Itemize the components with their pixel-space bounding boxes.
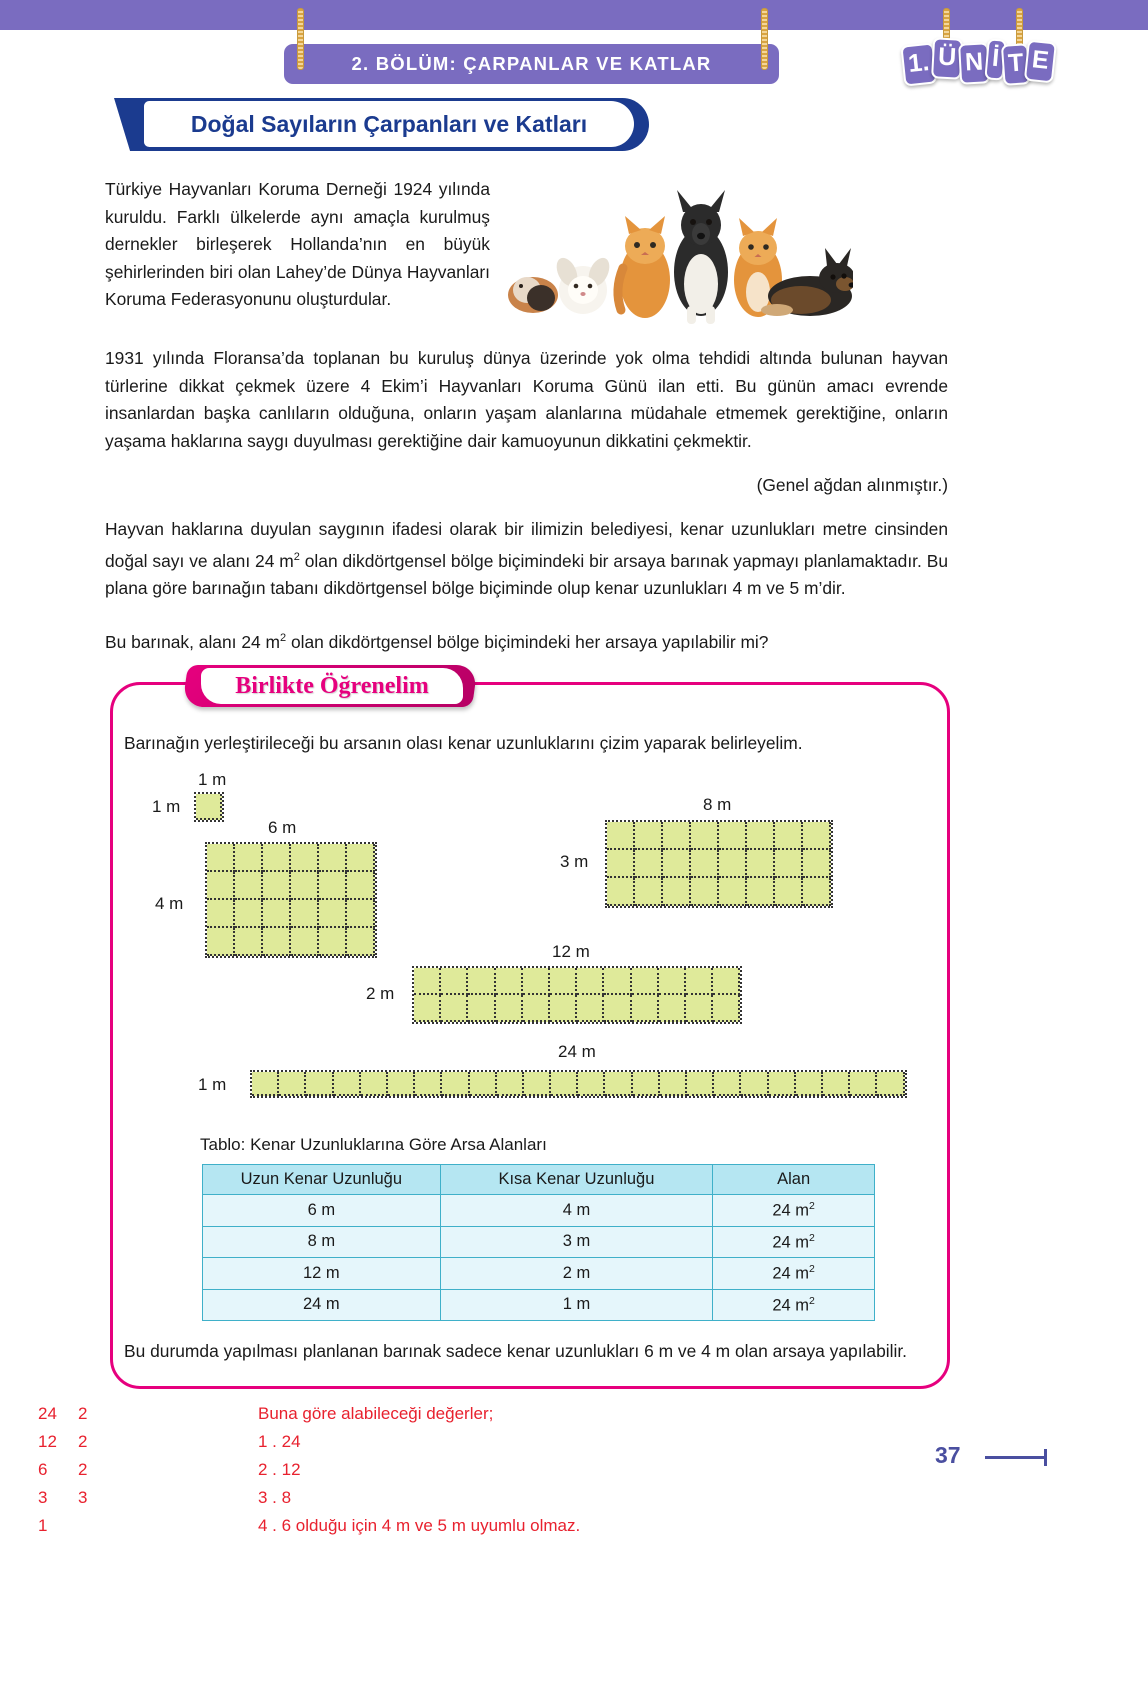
grid-cell bbox=[441, 995, 468, 1022]
grid-cell bbox=[877, 1072, 904, 1096]
grid-cell bbox=[334, 1072, 361, 1096]
area-value: 24 m bbox=[772, 1233, 810, 1251]
paragraph-history: 1931 yılında Floransa’da toplanan bu kuruluş dünya üzerinde yok olma tehdidi altında bulunan hayvan türlerine dikkat çekmek üzere 4 Ekim’i Hayvanları Koruma Günü ilan etti. Bu günün amacı evrende insanlardan başka canlıların olduğuna, onların yaşam alanlarına müdahale etmemek gerektiğine, onların yaşama haklarına saygı duyulması gerektiğine dair kamuoyunun dikkatini çekmektir. bbox=[105, 348, 948, 451]
paragraph-intro: Türkiye Hayvanları Koruma Derneği 1924 yılında kuruldu. Farklı ülkelerde aynı amaçla kurulmuş dernekler birleşerek Hollanda’nın en büyük şehirlerinden biri olan Lahey’de Dünya Hayvanları Koruma Federasyonunu oluşturdular. bbox=[105, 179, 490, 309]
figure-top-label: 12 m bbox=[552, 942, 590, 961]
grid-cell bbox=[635, 850, 663, 878]
grid-cell bbox=[719, 850, 747, 878]
grid-cell bbox=[415, 1072, 442, 1096]
grid-cell bbox=[497, 1072, 524, 1096]
table-cell-long: 12 m bbox=[203, 1258, 441, 1290]
table-row bbox=[203, 1258, 875, 1290]
grid-cell bbox=[578, 1072, 605, 1096]
page-title: Doğal Sayıların Çarpanları ve Katları bbox=[190, 110, 588, 137]
table-cell-area bbox=[713, 1195, 875, 1227]
animals-illustration bbox=[505, 172, 853, 327]
factor-tree-number: 3 bbox=[38, 1488, 48, 1507]
figure-left-label: 1 m bbox=[152, 797, 181, 816]
factor-tree-divisor: 3 bbox=[78, 1488, 88, 1507]
grid-1x1 bbox=[196, 794, 222, 820]
table-cell-area bbox=[713, 1289, 875, 1321]
grid-cell bbox=[496, 995, 523, 1022]
figure-top-label: 1 m bbox=[198, 770, 227, 789]
factor-tree-divisor: 2 bbox=[78, 1432, 88, 1451]
grid-cell bbox=[196, 794, 222, 820]
area-superscript: 2 bbox=[809, 1294, 815, 1307]
grid-cell bbox=[361, 1072, 388, 1096]
grid-cell bbox=[719, 878, 747, 906]
grid-cell bbox=[207, 928, 235, 956]
table-cell-long: 24 m bbox=[203, 1289, 441, 1321]
animals-photo bbox=[505, 172, 853, 327]
table-cell-short: 2 m bbox=[440, 1258, 713, 1290]
grid-cell bbox=[263, 928, 291, 956]
arsa-areas-table bbox=[202, 1164, 875, 1321]
learn-panel-intro: Barınağın yerleştirileceği bu arsanın olası kenar uzunluklarını çizim yaparak belirleyelim. bbox=[124, 733, 803, 753]
grid-cell bbox=[747, 850, 775, 878]
grid-cell bbox=[663, 822, 691, 850]
grid-cell bbox=[633, 1072, 660, 1096]
grid-cell bbox=[604, 995, 631, 1022]
grid-cell bbox=[550, 968, 577, 995]
table-header-cell: Uzun Kenar Uzunluğu bbox=[203, 1165, 441, 1195]
grid-cell bbox=[803, 878, 831, 906]
grid-cell bbox=[632, 968, 659, 995]
table-header-row bbox=[203, 1165, 875, 1195]
page-number: 37 bbox=[935, 1442, 961, 1468]
grid-cell bbox=[291, 928, 319, 956]
grid-cell bbox=[523, 968, 550, 995]
unit-badge-letter: E bbox=[1024, 39, 1057, 83]
table-row bbox=[203, 1226, 875, 1258]
grid-cell bbox=[319, 844, 347, 872]
grid-cell bbox=[719, 822, 747, 850]
grid-cell bbox=[803, 850, 831, 878]
grid-cell bbox=[713, 968, 740, 995]
grid-cell bbox=[207, 872, 235, 900]
table-cell-short: 1 m bbox=[440, 1289, 713, 1321]
table-header-cell: Kısa Kenar Uzunluğu bbox=[440, 1165, 713, 1195]
grid-cell bbox=[347, 844, 375, 872]
grid-cell bbox=[207, 844, 235, 872]
grid-cell bbox=[691, 822, 719, 850]
grid-cell bbox=[441, 968, 468, 995]
grid-cell bbox=[663, 878, 691, 906]
learn-tab-label: Birlikte Öğrenelim bbox=[235, 672, 429, 699]
grid-8x3 bbox=[607, 822, 831, 906]
grid-cell bbox=[319, 872, 347, 900]
figure-left-label: 4 m bbox=[155, 894, 184, 913]
grid-cell bbox=[635, 822, 663, 850]
top-purple-bar bbox=[0, 0, 1148, 30]
grid-cell bbox=[347, 872, 375, 900]
annotation-heading: Buna göre alabileceği değerler; bbox=[258, 1404, 494, 1423]
unit-badge-letter: Ü bbox=[931, 37, 963, 80]
grid-cell bbox=[686, 995, 713, 1022]
factor-tree-divisor: 2 bbox=[78, 1404, 88, 1423]
grid-cell bbox=[604, 968, 631, 995]
learn-tab-inner bbox=[201, 668, 463, 704]
question-text-a: Bu barınak, alanı 24 m bbox=[105, 631, 280, 652]
grid-cell bbox=[663, 850, 691, 878]
grid-cell bbox=[803, 822, 831, 850]
grid-cell bbox=[659, 995, 686, 1022]
grid-cell bbox=[635, 878, 663, 906]
grid-cell bbox=[850, 1072, 877, 1096]
section-title-ribbon bbox=[114, 98, 649, 151]
table-header-cell: Alan bbox=[713, 1165, 875, 1195]
grid-12x2 bbox=[414, 968, 740, 1022]
grid-cell bbox=[388, 1072, 415, 1096]
grid-cell bbox=[775, 822, 803, 850]
grid-cell bbox=[468, 968, 495, 995]
grid-cell bbox=[235, 900, 263, 928]
ribbon-inner bbox=[144, 101, 634, 147]
area-superscript: 2 bbox=[293, 550, 300, 563]
chapter-tab-label: 2. BÖLÜM: ÇARPANLAR VE KATLAR bbox=[351, 53, 712, 74]
grid-cell bbox=[291, 844, 319, 872]
grid-cell bbox=[607, 878, 635, 906]
grid-cell bbox=[235, 928, 263, 956]
grid-cell bbox=[550, 995, 577, 1022]
grid-6x4 bbox=[207, 844, 375, 956]
area-value: 24 m bbox=[772, 1296, 810, 1314]
grid-cell bbox=[747, 822, 775, 850]
table-cell-area bbox=[713, 1226, 875, 1258]
grid-cell bbox=[523, 995, 550, 1022]
grid-cell bbox=[632, 995, 659, 1022]
unit-badge-letter: İ bbox=[984, 38, 1006, 80]
grid-cell bbox=[291, 872, 319, 900]
grid-cell bbox=[691, 850, 719, 878]
chapter-tab bbox=[284, 44, 779, 84]
learn-together-tab bbox=[185, 665, 475, 707]
grid-cell bbox=[577, 995, 604, 1022]
grid-cell bbox=[263, 844, 291, 872]
factor-tree-divisor: 2 bbox=[78, 1460, 88, 1479]
grid-cell bbox=[687, 1072, 714, 1096]
problem-text-a: Hayvan haklarına duyulan saygının ifadesi olarak bir ilimizin belediyesi, kenar uzunlukları metre cinsinden doğal sayı ve alanı 24 m bbox=[105, 519, 948, 571]
factor-tree-number: 12 bbox=[38, 1432, 57, 1451]
grid-cell bbox=[442, 1072, 469, 1096]
area-value: 24 m bbox=[772, 1201, 810, 1220]
cord-right bbox=[761, 8, 768, 70]
grid-cell bbox=[775, 850, 803, 878]
grid-cell bbox=[235, 844, 263, 872]
grid-cell bbox=[319, 900, 347, 928]
area-value: 24 m bbox=[772, 1264, 810, 1283]
grid-cell bbox=[796, 1072, 823, 1096]
grid-cell bbox=[468, 995, 495, 1022]
unit-badge-letter: 1. bbox=[900, 42, 937, 86]
grid-cell bbox=[551, 1072, 578, 1096]
grid-cell bbox=[496, 968, 523, 995]
grid-cell bbox=[775, 878, 803, 906]
grid-cell bbox=[741, 1072, 768, 1096]
grid-cell bbox=[470, 1072, 497, 1096]
page-number-rule bbox=[985, 1456, 1045, 1459]
cord-left bbox=[297, 8, 304, 70]
grid-cell bbox=[607, 822, 635, 850]
grid-cell bbox=[414, 995, 441, 1022]
table-cell-long: 8 m bbox=[203, 1226, 441, 1258]
annotation-line: 4 . 6 olduğu için 4 m ve 5 m uyumlu olmaz. bbox=[258, 1516, 581, 1535]
grid-cell bbox=[306, 1072, 333, 1096]
factor-tree-number: 6 bbox=[38, 1460, 48, 1479]
area-superscript: 2 bbox=[809, 1200, 815, 1212]
grid-cell bbox=[414, 968, 441, 995]
figure-left-label: 1 m bbox=[198, 1075, 227, 1094]
grid-cell bbox=[713, 995, 740, 1022]
table-caption: Tablo: Kenar Uzunluklarına Göre Arsa Alanları bbox=[200, 1135, 547, 1154]
grid-cell bbox=[747, 878, 775, 906]
factor-tree-number: 1 bbox=[38, 1516, 48, 1535]
source-note: (Genel ağdan alınmıştır.) bbox=[756, 475, 948, 495]
figure-top-label: 24 m bbox=[558, 1042, 596, 1061]
unit-badge bbox=[902, 30, 1051, 90]
grid-cell bbox=[524, 1072, 551, 1096]
figure-left-label: 2 m bbox=[366, 984, 395, 1003]
grid-cell bbox=[347, 928, 375, 956]
question-text-b: olan dikdörtgensel bölge biçimindeki her arsaya yapılabilir mi? bbox=[286, 631, 769, 652]
figure-top-label: 8 m bbox=[703, 795, 732, 814]
table-cell-area bbox=[713, 1258, 875, 1290]
grid-cell bbox=[252, 1072, 279, 1096]
grid-cell bbox=[291, 900, 319, 928]
grid-cell bbox=[823, 1072, 850, 1096]
learn-panel-conclusion: Bu durumda yapılması planlanan barınak sadece kenar uzunlukları 6 m ve 4 m olan arsaya yapılabilir. bbox=[124, 1341, 908, 1361]
area-superscript: 2 bbox=[809, 1231, 815, 1244]
grid-cell bbox=[660, 1072, 687, 1096]
figure-left-label: 3 m bbox=[560, 852, 589, 871]
grid-cell bbox=[691, 878, 719, 906]
area-superscript: 2 bbox=[809, 1263, 815, 1275]
unit-badge-letter: N bbox=[958, 42, 990, 85]
grid-cell bbox=[577, 968, 604, 995]
table-row bbox=[203, 1289, 875, 1321]
grid-cell bbox=[279, 1072, 306, 1096]
grid-cell bbox=[263, 900, 291, 928]
grid-cell bbox=[769, 1072, 796, 1096]
table-cell-short: 4 m bbox=[440, 1195, 713, 1227]
table-cell-long: 6 m bbox=[203, 1195, 441, 1227]
grid-cell bbox=[659, 968, 686, 995]
grid-24x1 bbox=[252, 1072, 905, 1096]
grid-cell bbox=[207, 900, 235, 928]
annotation-line: 1 . 24 bbox=[258, 1432, 301, 1451]
grid-cell bbox=[347, 900, 375, 928]
table-row bbox=[203, 1195, 875, 1227]
grid-cell bbox=[263, 872, 291, 900]
grid-cell bbox=[319, 928, 347, 956]
area-superscript: 2 bbox=[279, 632, 287, 644]
table-cell-short: 3 m bbox=[440, 1226, 713, 1258]
grid-cell bbox=[714, 1072, 741, 1096]
grid-cell bbox=[686, 968, 713, 995]
grid-cell bbox=[607, 850, 635, 878]
annotation-line: 3 . 8 bbox=[258, 1488, 292, 1507]
figure-top-label: 6 m bbox=[268, 818, 297, 837]
factor-tree-number: 24 bbox=[38, 1404, 57, 1423]
problem-text-b: olan dikdörtgensel bölge biçimindeki bir arsaya barınak yapmayı planlamaktadır. Bu plana göre barınağın tabanı dikdörtgensel bölge biçiminde olup kenar uzunlukları 4 m ve 5 m’dir. bbox=[105, 550, 948, 598]
unit-badge-letter: T bbox=[1001, 43, 1031, 86]
grid-cell bbox=[605, 1072, 632, 1096]
annotation-line: 2 . 12 bbox=[258, 1460, 301, 1479]
paragraph-problem bbox=[105, 516, 948, 602]
paragraph-question bbox=[105, 625, 948, 656]
grid-cell bbox=[235, 872, 263, 900]
